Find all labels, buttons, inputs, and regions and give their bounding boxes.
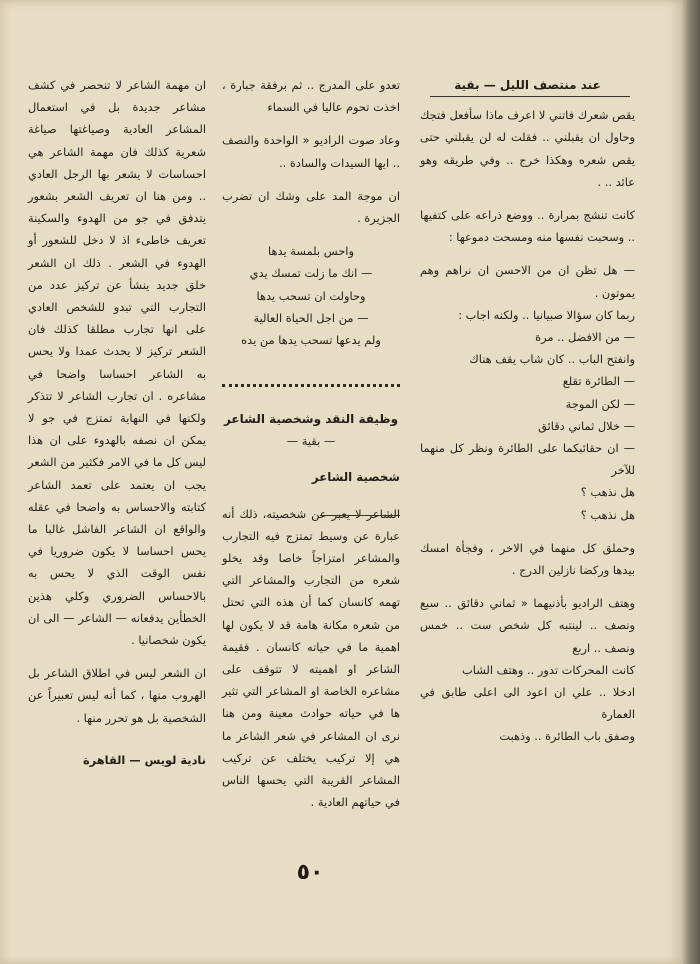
poem-line: وحاولت ان تسحب يدها xyxy=(256,288,366,303)
paragraph: تعدو على المدرج .. ثم برفقة جبارة ، اخذت تحوم عاليا في السماء xyxy=(222,78,400,115)
heading-underline xyxy=(320,515,400,516)
paragraph: ان مهمة الشاعر لا تنحصر في كشف مشاعر جديدة بل في استعمال المشاعر العادية وصياغتها صياغة شعرية كذلك فان مهمة الشاعر هي احساسات لا يشعر بها الرجل العادي .. ومن هنا ان تعريف الشعر بشعور يتدفق في جو من الهدوء والسكينة تعريف خاطىء اذ لا دخل للشعور أو الهدوء في الشعر . ذلك ان الشعر خلق جديد ينشأ عن تركيز عدد من التجارب التي تبدو للشخص العادي على انها تجارب مطلقا كذلك فان الشعر تركيز لا يحدث عمدا ولا يحس به الشاعر احساسا واضحا في مشاعره . ان تجارب الشاعر لا تتذكر ولكنها في النهاية تمتزج في جو لا يمكن ان نصفه بالهدوء على ان هذا ليس كل ما في الامر فكثير من الشعر يجب ان يعتمد على تعمد الشاعر كتابته والاحساس به واضحا في عقله والواقع ان الشاعر الفاشل غالبا ما يحس احساسا لا يكون ضروريا في نفس الوقت الذي لا يحس به بالاحساس الضروري وكلي هذين الخطأين يدفعانه — الشاعر — الى ان يكون شخصانيا . xyxy=(28,78,206,648)
paragraph: — هل تظن ان من الاحسن ان نراهم وهم يموتون . xyxy=(420,263,635,300)
paragraph: وصفق باب الطائرة .. وذهبت xyxy=(499,729,635,744)
page-edge-shadow xyxy=(682,0,700,964)
dialogue-line: — الطائرة تقلع xyxy=(562,374,635,389)
column-middle-bottom xyxy=(222,408,400,813)
heading-underline xyxy=(430,96,630,97)
paragraph: كانت تنشج بمرارة .. ووضع ذراعه على كتفيها .. وسحبت نفسها منه ومسحت دموعها : xyxy=(420,208,635,245)
paragraph: ان موجة المد على وشك ان تضرب الجزيرة . xyxy=(222,188,400,226)
paragraph: وحملق كل منهما في الاخر ، وفجأة امسك بيدها وركضا نازلين الدرج . xyxy=(420,540,635,578)
paragraph: — من الافضل .. مرة xyxy=(535,330,635,345)
section-heading: شخصية الشاعر xyxy=(311,470,400,485)
poem-line: ولم يدعها تسحب يدها من يده xyxy=(241,333,381,348)
paragraph: كانت المحركات تدور .. وهتف الشاب xyxy=(462,662,635,677)
dialogue-line: هل نذهب ؟ xyxy=(580,507,635,522)
section-divider xyxy=(222,384,400,387)
paragraph: — ان حقائبكما على الطائرة ونظر كل منهما للآخر xyxy=(420,441,635,478)
author-signature: نادية لويس — القاهرة xyxy=(82,752,206,767)
column-left xyxy=(28,74,206,771)
paragraph: ادخلا .. علي ان اعود الى اعلى طابق في العمارة xyxy=(420,685,635,722)
paragraph: الشاعر لا يعبر عن شخصيته، ذلك أنه عبارة عن وسيط تمتزج فيه التجارب والمشاعر امتزاجاً خاصا وقد يخلو شعره من التجارب والمشاعر التي تهمه كانسان كما أن هذه التي تحتل من شعره مكانة هامة قد لا يكون لها اهمية ما في حياته كانسان . فقيمة الشاعر او اهميته لا تتوقف على مشاعره الخاصة او المشاعر التي تثير ها في حياته حوادث معينة ومن هنا نرى ان المشاعر في شعر الشاعر ما هي إلا تركيب يختلف عن تركيب المشاعر القريبة التي يحسها الناس في حياتهم العادية . xyxy=(222,506,400,810)
article-subtitle: — بقية — xyxy=(286,434,336,449)
paragraph: ربما كان سؤالا صبيانيا .. ولكنه اجاب : xyxy=(458,307,635,322)
article-title: وظيفة النقد وشخصية الشاعر xyxy=(223,412,399,426)
column-middle-top xyxy=(222,74,400,351)
column-right xyxy=(420,74,635,748)
poem-line: واحس بلمسة يدها xyxy=(268,244,354,259)
paragraph: وعاد صوت الراديو « الواحدة والنصف .. ايها السيدات والسادة .. xyxy=(222,133,400,170)
paragraph: ان الشعر ليس في اطلاق الشاعر بل الهروب منها ، كما أنه ليس تعبيراً عن الشخصية بل هو تحرر منها . xyxy=(28,666,206,725)
dialogue-line: — لكن الموجة xyxy=(565,396,635,411)
paragraph: وهتف الراديو بأذنيهما « ثماني دقائق .. سبع ونصف .. لينتبه كل شخص ست .. خمس ونصف .. اربع xyxy=(420,596,635,655)
paragraph: وانفتح الباب .. كان شاب يقف هناك xyxy=(469,352,635,367)
page-number: ٥٠ xyxy=(296,860,324,885)
dialogue-line: — خلال ثماني دقائق xyxy=(538,418,635,433)
poem-line: — من اجل الحياة العالية xyxy=(253,310,369,325)
paragraph: يقص شعرك فاتني لا اعرف ماذا سأفعل فتجك وحاول ان يقبلني .. فقلت له لن يقبلني حتى يقص شعره وهكذا خرج .. وفي طريقه وهو عائد .. . xyxy=(420,108,635,189)
dialogue-line: هل نذهب ؟ xyxy=(580,485,635,500)
poem-line: — انك ما زلت تمسك يدي xyxy=(249,266,373,281)
article-continuation-heading: عند منتصف الليل — بقية xyxy=(454,78,601,92)
